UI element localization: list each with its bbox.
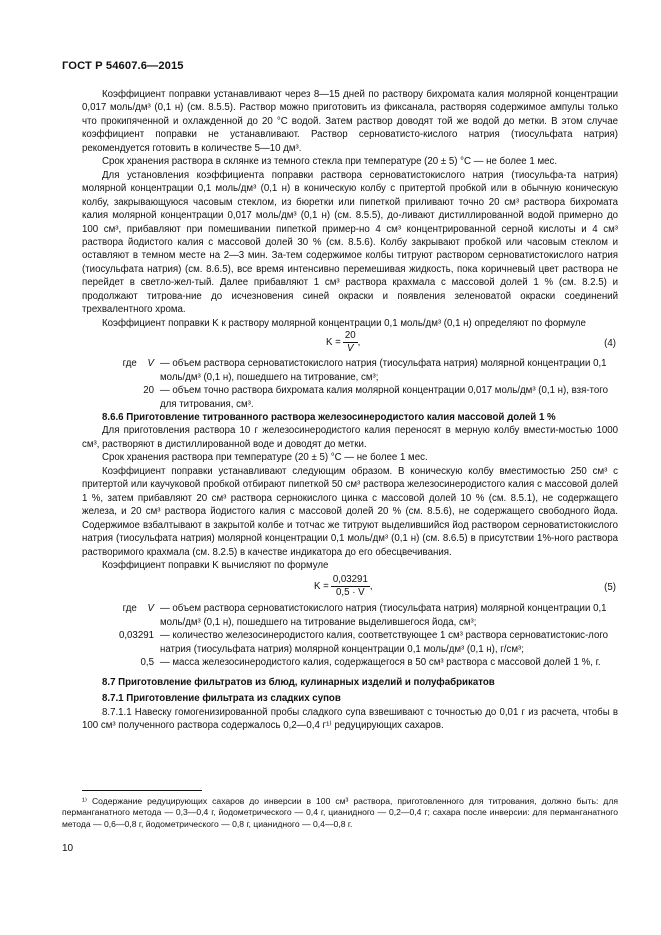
legend-row <box>82 384 618 411</box>
footnote-divider <box>82 790 202 791</box>
legend-label: V <box>147 358 154 370</box>
legend-text: — количество железосинеродистого калия, соответствующее 1 см³ раствора серноватистокис-лого натрия (тиосульфата натрия) молярной концентрации 0,1 моль/дм³ (0,1 н), г/см³; <box>160 630 609 655</box>
paragraph-formula-intro: Коэффициент поправки K к раствору молярной концентрации 0,1 моль/дм³ (0,1 н) определяют по формуле <box>102 317 586 329</box>
legend-row <box>82 656 618 669</box>
formula-5-denominator: 0,5 · V <box>336 587 365 599</box>
formula-5-tail: , <box>369 581 373 593</box>
formula-4-number: (4) <box>604 338 616 350</box>
legend-label: 0,03291 <box>118 630 154 642</box>
paragraph-866-formula-intro: Коэффициент поправки K вычисляют по формуле <box>102 559 329 571</box>
formula-5-numerator: 0,03291 <box>332 574 368 586</box>
formula-5-fraction <box>331 574 370 599</box>
section-87-heading: 8.7 Приготовление фильтратов из блюд, кулинарных изделий и полуфабрикатов <box>102 676 495 688</box>
legend-label: 0,5 <box>140 657 154 669</box>
paragraph-866-procedure: Коэффициент поправки устанавливают следующим образом. В коническую колбу вместимостью 250 см³ с притертой или каучуковой пробкой отбирают пипеткой 50 см³ раствора железосинеродистого калия с массовой долей 1 %, затем прибавляют 20 см³ раствора сернокислого цинка с массовой долей 10 % (см. 8.5.1), не содержащего железа, и 20 см³ раствора йодистого калия с массовой долей 20 % (см. 8.5.6), не содержащего свободного йода. Содержимое взбалтывают в закрытой колбе и тотчас же титруют выделившийся йод раствором серноватистокислого натрия (тиосульфата натрия) молярной концентрации 0,1 моль/дм³ (0,1 н) (см. 8.6.5) в присутствии 1%-ного раствора растворимого крахмала (см. 8.2.5) в качестве индикатора до его обесцвечивания. <box>82 465 618 558</box>
legend-label: V <box>147 603 154 615</box>
page-number: 10 <box>62 843 74 854</box>
formula-4 <box>82 330 618 357</box>
legend-label: 20 <box>143 385 154 397</box>
formula-5-lhs: K = <box>314 581 329 593</box>
formula-4-legend <box>82 357 618 411</box>
formula-4-tail: , <box>357 336 361 348</box>
legend-text: — масса железосинеродистого калия, содержащегося в 50 см³ раствора с массовой долей 1 %, г. <box>160 657 601 669</box>
paragraph-8711: 8.7.1.1 Навеску гомогенизированной пробы сладкого супа взвешивают с точностью до 0,01 г из расчета, чтобы в 100 см³ полученного раствора содержалось 0,2—0,4 г¹⁾ редуцирующих сахаров. <box>82 706 618 732</box>
main-text <box>82 88 618 732</box>
legend-where-word: где <box>122 603 137 615</box>
paragraph-procedure: Для установления коэффициента поправки раствора серноватистокислого натрия (тиосульфа-та натрия) молярной концентрации 0,1 моль/дм³ (0,1 н) в коническую колбу с притертой пробкой или в обычную коническую колбу, закрывающуюся часовым стеклом, из бюретки или пипеткой приливают точно 20 см³ раствора бихромата калия молярной концентрации 0,017 моль/дм³ (0,1 н) (см. 8.5.5), до-ливают дистиллированной водой примерно до 100 см³, прибавляют при помешивании пипеткой пример-но 4 см³ концентрированной серной кислоты и 4 см³ раствора йодистого калия с массовой долей 30 % (см. 8.5.6). Колбу закрывают пробкой или часовым стеклом и оставляют в темном месте на 2—3 мин. За-тем содержимое колбы титруют раствором серноватистокислого натрия (тиосульфата натрия) (см. 8.6.5), все время интенсивно перемешивая жидкость, пока коричневый цвет раствора не перейдет в светло-жел-тый. Далее прибавляют 1 см³ раствора крахмала с массовой долей 1 % (см. 8.2.5) и продолжают титрова-ние до исчезновения синей окраски и появления зеленоватой окраски соединений трехвалентного хрома. <box>82 169 618 316</box>
paragraph-correction-factor: Коэффициент поправки устанавливают через 8—15 дней по раствору бихромата калия молярной концентрации 0,017 моль/дм³ (0,1 н) (см. 8.5.5). Раствор можно приготовить из фиксанала, растворяя содержимое ампулы только что прокипяченной и охлажденной до 20 °С водой. Затем раствор доводят той же водой до метки. В этом случае коэффициент поправки не устанавливают. Раствор серноватисто-кислого натрия (тиосульфата натрия) рекомендуется готовить в количестве 5—10 дм³. <box>82 89 618 154</box>
standard-header: ГОСТ Р 54607.6—2015 <box>62 60 184 72</box>
section-871-heading: 8.7.1 Приготовление фильтрата из сладких супов <box>102 693 341 705</box>
formula-5 <box>82 572 618 602</box>
formula-4-denominator: V <box>346 343 354 355</box>
paragraph-866-storage: Срок хранения раствора при температуре (20 ± 5) °С — не более 1 мес. <box>102 452 428 464</box>
formula-4-lhs: K = <box>326 336 341 348</box>
formula-4-numerator: 20 <box>344 330 356 342</box>
footnote <box>62 796 618 830</box>
legend-text: — объем раствора серноватистокислого натрия (тиосульфата натрия) молярной концентрации 0,1 моль/дм³ (0,1 н), пошедшего на титрование, см³; <box>160 358 607 383</box>
formula-4-fraction <box>343 330 358 355</box>
legend-row <box>82 629 618 656</box>
formula-5-number: (5) <box>604 582 616 594</box>
legend-row <box>82 357 618 384</box>
footnote-text: ¹⁾ Содержание редуцирующих сахаров до инверсии в 100 см³ раствора, приготовленного для титрования, должно быть: для перманганатного метода — 0,3—0,4 г, йодометрического — 0,4 г, цианидного — 0,2—0,4 г; сахара после инверсии: для перманганатного метода — 0,6—0,8 г, йодометрического — 0,8 г, цианидного — 0,4—0,8 г. <box>62 796 618 829</box>
legend-where-word: где <box>122 358 137 370</box>
legend-text: — объем точно раствора бихромата калия молярной концентрации 0,017 моль/дм³ (0,1 н), взя-того для титрования, см³. <box>160 385 608 410</box>
section-866-heading: 8.6.6 Приготовление титрованного раствора железосинеродистого калия массовой долей 1 % <box>102 411 556 423</box>
paragraph-866-preparation: Для приготовления раствора 10 г железосинеродистого калия переносят в мерную колбу вмести-мостью 1000 см³, растворяют в дистиллированной воде и доводят до метки. <box>82 425 618 450</box>
legend-text: — объем раствора серноватистокислого натрия (тиосульфата натрия) молярной концентрации 0,1 моль/дм³ (0,1 н), пошедшего на титрование выделившегося йода, см³; <box>160 603 607 628</box>
paragraph-storage: Срок хранения раствора в склянке из темного стекла при температуре (20 ± 5) °С — не более 1 мес. <box>102 156 558 168</box>
formula-5-legend <box>82 602 618 669</box>
legend-row <box>82 602 618 629</box>
